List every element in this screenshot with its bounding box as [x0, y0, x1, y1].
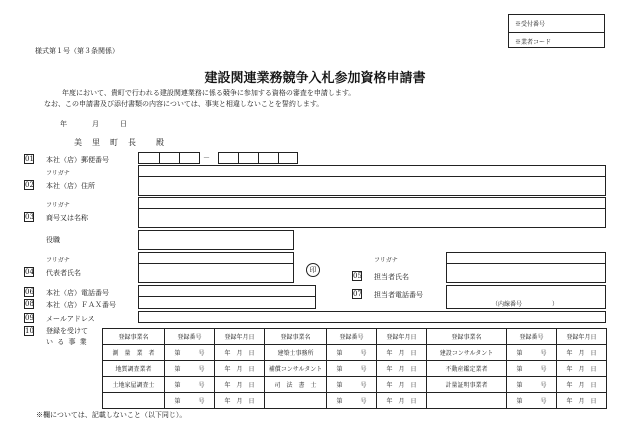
table-row — [103, 345, 607, 361]
email-label: メールアドレス — [46, 315, 95, 323]
reg-number-cell[interactable]: 第 号 — [327, 377, 377, 393]
registered-label-1: 登録を受けて — [46, 327, 88, 335]
field-number-03: 03 — [25, 213, 34, 221]
reg-number-cell[interactable]: 第 号 — [507, 361, 557, 377]
field-number-10: 10 — [25, 327, 34, 335]
representative-field[interactable] — [138, 263, 294, 283]
registered-label-2: い る 事 業 — [46, 338, 88, 346]
role-label: 役職 — [46, 236, 60, 244]
header-reg-number: 登録番号 — [327, 329, 377, 345]
intro-line-2: なお、この申請書及び添付書類の内容については、事実と相違しないことを誓約します。 — [44, 100, 324, 108]
business-name-cell: 建設コンサルタント — [427, 345, 507, 361]
receipt-number-label: ※受付番号 — [515, 21, 546, 28]
representative-label: 代表者氏名 — [46, 269, 81, 277]
reg-date-cell[interactable]: 年 月 日 — [377, 361, 427, 377]
contact-phone-label: 担当者電話番号 — [374, 291, 423, 299]
header-reg-number: 登録番号 — [507, 329, 557, 345]
business-name-cell: 土地家屋調査士 — [103, 377, 165, 393]
header-business-name: 登録事業名 — [427, 329, 507, 345]
fax-field[interactable] — [138, 296, 316, 309]
header-reg-date: 登録年月日 — [377, 329, 427, 345]
reg-number-cell[interactable]: 第 号 — [165, 361, 215, 377]
table-row — [103, 361, 607, 377]
reg-number-cell[interactable]: 第 号 — [507, 393, 557, 409]
postal-code-label: 本社（店）郵便番号 — [46, 156, 109, 164]
header-business-name: 登録事業名 — [265, 329, 327, 345]
business-name-cell: 建築士事務所 — [265, 345, 327, 361]
reg-number-cell[interactable]: 第 号 — [327, 345, 377, 361]
header-reg-date: 登録年月日 — [215, 329, 265, 345]
company-furigana-label: フリガナ — [46, 202, 70, 209]
business-name-cell: 補償コンサルタント — [265, 361, 327, 377]
registration-header-row — [103, 329, 607, 345]
business-name-cell: 計量証明事業者 — [427, 377, 507, 393]
business-name-cell: 司 法 書 士 — [265, 377, 327, 393]
rep-furigana-label: フリガナ — [46, 257, 70, 264]
reg-number-cell[interactable]: 第 号 — [507, 377, 557, 393]
date-month-label: 月 — [92, 120, 99, 128]
role-field[interactable] — [138, 230, 294, 250]
field-number-09: 09 — [25, 314, 34, 322]
postal-code-first-field[interactable] — [138, 152, 200, 164]
field-number-05: 05 — [353, 272, 362, 280]
field-number-01: 01 — [25, 155, 34, 163]
business-name-cell: 地質調査業者 — [103, 361, 165, 377]
header-reg-number: 登録番号 — [165, 329, 215, 345]
form-number: 様式第１号（第３条関係） — [35, 47, 119, 55]
field-number-08: 08 — [25, 300, 34, 308]
table-row — [103, 377, 607, 393]
reg-date-cell[interactable]: 年 月 日 — [377, 377, 427, 393]
company-name-field[interactable] — [138, 208, 606, 228]
reg-date-cell[interactable]: 年 月 日 — [215, 345, 265, 361]
contact-person-field[interactable] — [446, 263, 606, 283]
reg-date-cell[interactable]: 年 月 日 — [557, 377, 607, 393]
address-furigana-label: フリガナ — [46, 170, 70, 177]
reg-number-cell[interactable]: 第 号 — [165, 393, 215, 409]
document-title: 建設関連業務競争入札参加資格申請書 — [204, 71, 426, 86]
business-name-cell[interactable] — [103, 393, 165, 409]
reg-number-cell[interactable]: 第 号 — [327, 393, 377, 409]
registration-table — [102, 328, 607, 409]
reg-date-cell[interactable]: 年 月 日 — [557, 345, 607, 361]
postal-code-second-field[interactable] — [218, 152, 298, 164]
company-name-label: 商号又は名称 — [46, 214, 88, 222]
reg-date-cell[interactable]: 年 月 日 — [377, 393, 427, 409]
reg-date-cell[interactable]: 年 月 日 — [557, 393, 607, 409]
contact-furigana-label: フリガナ — [374, 257, 398, 264]
field-number-04: 04 — [25, 268, 34, 276]
table-row — [103, 393, 607, 409]
date-year-label: 年 — [60, 120, 67, 128]
reg-number-cell[interactable]: 第 号 — [165, 377, 215, 393]
seal-mark: 印 — [306, 263, 320, 277]
reg-date-cell[interactable]: 年 月 日 — [557, 361, 607, 377]
extension-label: （内線番号 ） — [492, 301, 559, 308]
reg-date-cell[interactable]: 年 月 日 — [215, 377, 265, 393]
reg-date-cell[interactable]: 年 月 日 — [377, 345, 427, 361]
fax-label: 本社（店）ＦＡＸ番号 — [46, 301, 116, 309]
header-reg-date: 登録年月日 — [557, 329, 607, 345]
reg-date-cell[interactable]: 年 月 日 — [215, 361, 265, 377]
intro-line-1: 年度において、貴町で行われる建設関連業務に係る競争に参加する資格の審査を申請します。 — [62, 89, 356, 97]
vendor-code-label: ※業者コード — [515, 39, 552, 46]
reg-date-cell[interactable]: 年 月 日 — [215, 393, 265, 409]
field-number-07: 07 — [353, 290, 362, 298]
business-name-cell[interactable] — [265, 393, 327, 409]
date-day-label: 日 — [120, 120, 127, 128]
reg-number-cell[interactable]: 第 号 — [165, 345, 215, 361]
postal-dash: － — [203, 154, 210, 162]
field-number-06: 06 — [25, 288, 34, 296]
field-number-02: 02 — [25, 181, 34, 189]
business-name-cell: 測 量 業 者 — [103, 345, 165, 361]
email-field[interactable] — [138, 311, 606, 323]
reg-number-cell[interactable]: 第 号 — [507, 345, 557, 361]
phone-label: 本社（店）電話番号 — [46, 289, 109, 297]
header-business-name: 登録事業名 — [103, 329, 165, 345]
address-label: 本社（店）住所 — [46, 182, 95, 190]
reg-number-cell[interactable]: 第 号 — [327, 361, 377, 377]
business-name-cell: 不動産鑑定業者 — [427, 361, 507, 377]
receipt-box — [508, 14, 605, 48]
contact-person-label: 担当者氏名 — [374, 273, 409, 281]
addressee: 美 里 町 長 殿 — [74, 138, 164, 147]
footnote: ※欄については、記載しないこと（以下同じ）。 — [36, 411, 187, 419]
address-field[interactable] — [138, 176, 606, 196]
business-name-cell[interactable] — [427, 393, 507, 409]
